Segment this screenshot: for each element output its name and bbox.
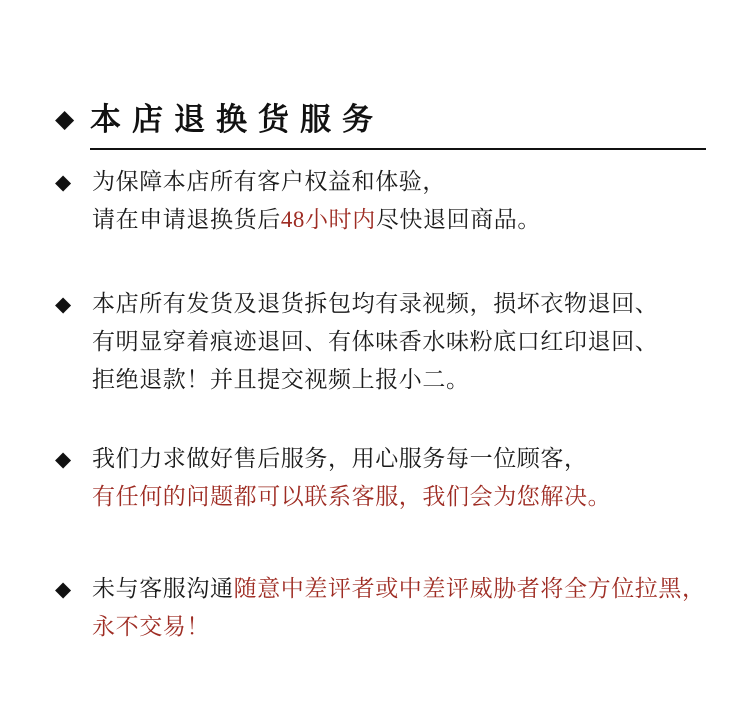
policy-line (92, 608, 706, 646)
section-negative-review-policy (55, 570, 706, 646)
no-trade-warning: 永不交易！ (92, 614, 210, 639)
text-segment: 有明显穿着痕迹退回、有体味香水味粉底口红印退回、 (92, 329, 659, 354)
text-segment: 本店所有发货及退货拆包均有录视频，损坏衣物退回、 (92, 291, 659, 316)
text-segment: 为保障本店所有客户权益和体验， (92, 169, 446, 194)
contact-support-note: 有任何的问题都可以联系客服，我们会为您解决。 (92, 484, 612, 509)
diamond-icon: ◆ (55, 447, 72, 471)
diamond-icon: ◆ (55, 292, 72, 316)
text-segment: 尽快退回商品。 (375, 207, 542, 232)
section-return-deadline (55, 163, 541, 239)
policy-line (92, 361, 658, 399)
deadline-highlight: 48小时内 (280, 207, 376, 232)
section-after-sales-service (55, 440, 611, 516)
policy-line (92, 323, 658, 361)
diamond-icon: ◆ (55, 577, 72, 601)
page-title: 本店退换货服务 (90, 102, 384, 137)
text-segment: 我们力求做好售后服务，用心服务每一位顾客， (92, 446, 588, 471)
policy-line (92, 570, 706, 608)
blacklist-warning: 随意中差评者或中差评威胁者将全方位拉黑， (233, 576, 706, 601)
section-text (92, 570, 706, 646)
text-segment: 未与客服沟通 (92, 576, 234, 601)
section-text (92, 440, 611, 516)
policy-line (92, 163, 541, 201)
policy-line (92, 478, 611, 516)
text-segment: 请在申请退换货后 (92, 207, 281, 232)
policy-line (92, 285, 658, 323)
policy-line (92, 440, 611, 478)
page-title-row (55, 100, 384, 140)
text-segment: 拒绝退款！并且提交视频上报小二。 (92, 367, 470, 392)
policy-line (92, 201, 541, 239)
title-underline (90, 148, 706, 150)
diamond-icon: ◆ (55, 170, 72, 194)
section-text (92, 285, 658, 399)
section-unpacking-video-policy (55, 285, 658, 399)
diamond-icon: ◆ (55, 106, 75, 133)
section-text (92, 163, 541, 239)
